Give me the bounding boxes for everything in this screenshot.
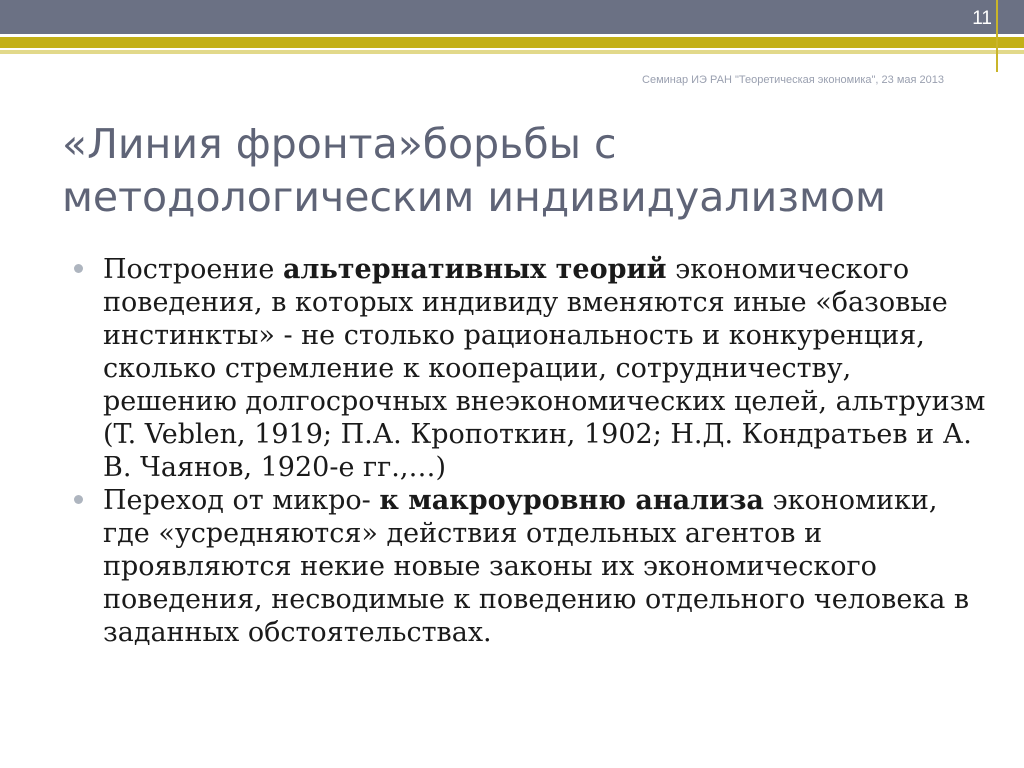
slide-number-divider	[996, 0, 998, 72]
title-line-1: «Линия фронта»борьбы с	[62, 120, 617, 168]
slide-number: 11	[972, 8, 992, 29]
gold-thin-stripe	[0, 50, 1024, 54]
bullet-text-post: экономического поведения, в которых индивиду вменяются иные «базовые инстинкты» - не столько рациональность и конкуренция, сколько стремление к кооперации, сотрудничеству, решению долгосрочных внеэкономических целей, альтруизм (T. Veblen, 1919; П.А. Кропоткин, 1902; Н.Д. Кондратьев и А. В. Чаянов, 1920-е гг.,…)	[103, 254, 986, 483]
title-line-2: методологическим индивидуализмом	[62, 173, 886, 221]
bullet-dot-icon	[74, 264, 83, 273]
bullet-text-pre: Переход от микро-	[103, 485, 380, 516]
bullet-text-post: экономики, где «усредняются» действия отдельных агентов и проявляются некие новые законы их экономического поведения, несводимые к поведению отдельного человека в заданных обстоятельствах.	[103, 485, 970, 648]
bullet-item	[72, 253, 992, 484]
top-band	[0, 0, 1024, 34]
bullet-list	[72, 253, 992, 649]
slide-title	[62, 118, 1002, 224]
footer-text: Семинар ИЭ РАН "Теоретическая экономика", 23 мая 2013	[642, 74, 944, 86]
bullet-item	[72, 484, 992, 649]
bullet-text-bold: альтернативных теорий	[282, 254, 667, 285]
bullet-text-bold: к макроуровню анализа	[379, 485, 764, 516]
bullet-dot-icon	[74, 495, 83, 504]
bullet-text-pre: Построение	[103, 254, 283, 285]
gold-stripe	[0, 37, 1024, 48]
